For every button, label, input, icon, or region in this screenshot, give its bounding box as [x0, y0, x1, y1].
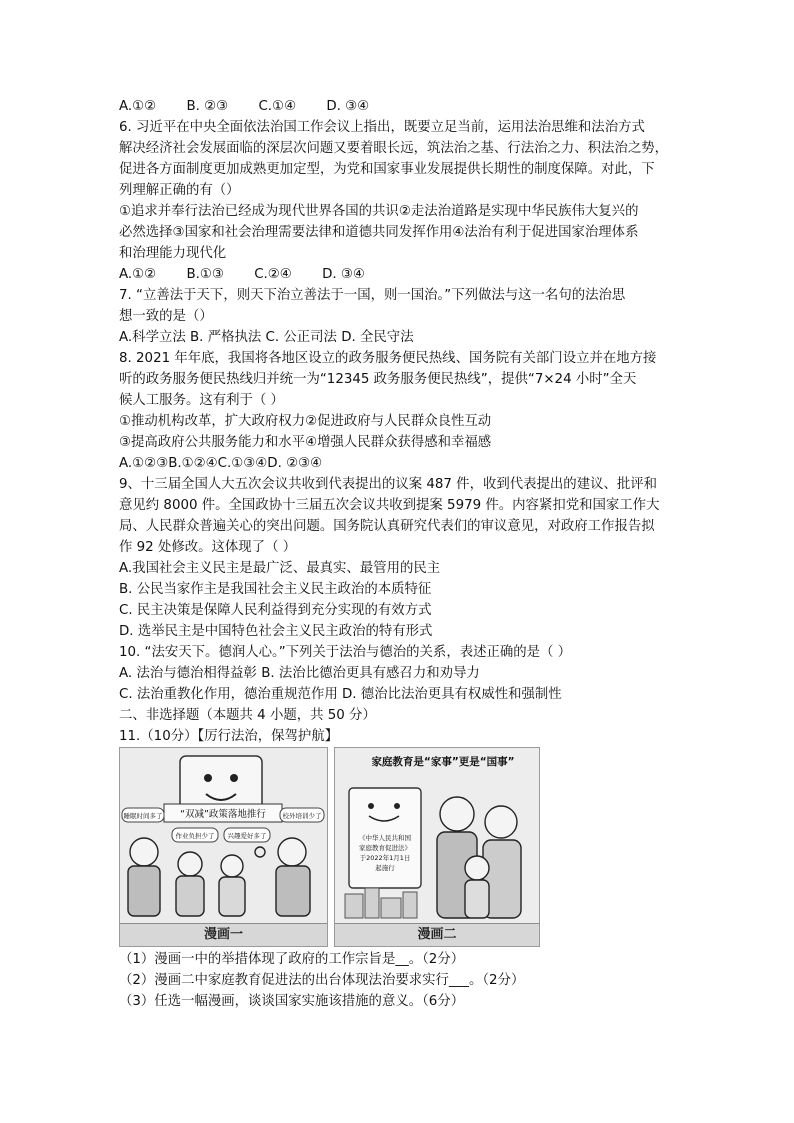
- q6-option-d: D. ③④: [322, 267, 365, 282]
- comic-1-caption: 漫画一: [120, 923, 327, 946]
- comic-1-bubble-text: 睡眠时间多了: [123, 812, 163, 820]
- comic-2-illustration: [335, 748, 539, 924]
- q5-option-c: C.①④: [258, 99, 297, 114]
- q6-option-c: C.②④: [254, 267, 292, 282]
- q9-stem-line: 局、人民群众普遍关心的突出问题。国务院认真研究代表们的审议意见，对政府工作报告拟: [119, 519, 655, 534]
- comic-panels: [119, 747, 679, 949]
- question-6: [119, 117, 679, 285]
- q11-sub-question-3: （3）任选一幅漫画，谈谈国家实施该措施的意义。（6分）: [119, 994, 465, 1009]
- q5-option-a: A.①②: [119, 99, 157, 114]
- comic-2-scroll-text: 于2022年1月1日: [359, 854, 411, 862]
- q6-stem-line: 列理解正确的有（）: [119, 183, 240, 198]
- question-9: [119, 474, 679, 642]
- q8-stem-line: 8. 2021 年年底，我国将各地区设立的政务服务便民热线、国务院有关部门设立并在地方接: [119, 351, 657, 366]
- q8-stem-line: 候人工服务。这有利于（ ）: [119, 393, 284, 408]
- question-10: [119, 642, 679, 705]
- q11-sub-question-1: （1）漫画一中的举措体现了政府的工作宗旨是__。（2分）: [119, 952, 465, 967]
- q11-sub-question-2: （2）漫画二中家庭教育促进法的出台体现法治要求实行___。（2分）: [119, 973, 525, 988]
- q9-stem-line: 作 92 处修改。这体现了（ ）: [119, 540, 297, 555]
- q6-options: [119, 264, 679, 285]
- q5-option-d: D. ③④: [326, 99, 370, 114]
- q6-option-b: B.①③: [186, 267, 224, 282]
- comic-1-bubble-text: 作业负担少了: [175, 832, 215, 840]
- exam-page: [119, 96, 679, 1012]
- q9-stem-line: 9、十三届全国人大五次会议共收到代表提出的议案 487 件，收到代表提出的建议、批评和: [119, 477, 658, 492]
- q10-options-line: C. 法治重教化作用，德治重规范作用 D. 德治比法治更具有权威性和强制性: [119, 687, 562, 702]
- q7-stem-line: 想一致的是（）: [119, 309, 213, 324]
- comic-2-banner-text: 家庭教育是“家事”更是“国事”: [371, 756, 515, 768]
- q7-options: A.科学立法 B. 严格执法 C. 公正司法 D. 全民守法: [119, 330, 414, 345]
- q9-option-b: B. 公民当家作主是我国社会主义民主政治的本质特征: [119, 582, 432, 597]
- q9-option-a: A.我国社会主义民主是最广泛、最真实、最管用的民主: [119, 561, 441, 576]
- q8-statement-line: ③提高政府公共服务能力和水平④增强人民群众获得感和幸福感: [119, 435, 492, 450]
- comic-1-bubble-text: 兴趣爱好多了: [227, 832, 267, 840]
- q11-heading: 11.（10分）【厉行法治，保驾护航】: [119, 729, 339, 744]
- question-11: [119, 726, 679, 1012]
- comic-2-scroll-text: 家庭教育促进法》: [359, 844, 411, 852]
- q8-statement-line: ①推动机构改革，扩大政府权力②促进政府与人民群众良性互动: [119, 414, 492, 429]
- q6-option-a: A.①②: [119, 267, 157, 282]
- q6-stem-line: 6. 习近平在中央全面依法治国工作会议上指出，既要立足当前，运用法治思维和法治方式: [119, 120, 645, 135]
- q6-stem-line: 促进各方面制度更加成熟更加定型，为党和国家事业发展提供长期性的制度保障。对此，下: [119, 162, 655, 177]
- q6-statement-line: ①追求并奉行法治已经成为现代世界各国的共识②走法治道路是实现中华民族伟大复兴的: [119, 204, 639, 219]
- q10-stem: 10. “法安天下。德润人心。”下列关于法治与德治的关系，表述正确的是（ ）: [119, 645, 572, 660]
- comic-1-illustration: [120, 748, 327, 924]
- q5-options: [119, 96, 679, 117]
- comic-2-scroll-text: 《中华人民共和国: [359, 834, 411, 842]
- comic-2: [334, 747, 540, 947]
- q6-statement-line: 和治理能力现代化: [119, 246, 227, 261]
- q5-option-b: B. ②③: [186, 99, 229, 114]
- q9-option-c: C. 民主决策是保障人民利益得到充分实现的有效方式: [119, 603, 432, 618]
- question-7: [119, 285, 679, 348]
- comic-1-bubble-text: 校外培训少了: [282, 812, 322, 820]
- q6-stem-line: 解决经济社会发展面临的深层次问题又要着眼长远，筑法治之基、行法治之力、积法治之势，: [119, 141, 669, 156]
- question-8: [119, 348, 679, 474]
- section-heading: 二、非选择题（本题共 4 小题，共 50 分）: [119, 708, 376, 723]
- comic-2-caption: 漫画二: [335, 923, 539, 946]
- q7-stem-line: 7. “立善法于天下，则天下治立善法于一国，则一国治。”下列做法与这一名句的法治思: [119, 288, 626, 303]
- q8-stem-line: 听的政务服务便民热线归并统一为“12345 政务服务便民热线”，提供“7×24 小时”全天: [119, 372, 637, 387]
- comic-2-scroll-text: 起施行: [375, 864, 395, 872]
- q6-statement-line: 必然选择③国家和社会治理需要法律和道德共同发挥作用④法治有利于促进国家治理体系: [119, 225, 639, 240]
- q9-option-d: D. 选举民主是中国特色社会主义民主政治的特有形式: [119, 624, 433, 639]
- comic-1: [119, 747, 328, 947]
- q9-stem-line: 意见约 8000 件。全国政协十三届五次会议共收到提案 5979 件。内容紧扣党和国家工作大: [119, 498, 660, 513]
- q10-options-line: A. 法治与德治相得益彰 B. 法治比德治更具有感召力和劝导力: [119, 666, 480, 681]
- comic-1-banner-text: “双减”政策落地推行: [180, 809, 266, 820]
- q8-options: A.①②③B.①②④C.①③④D. ②③④: [119, 456, 323, 471]
